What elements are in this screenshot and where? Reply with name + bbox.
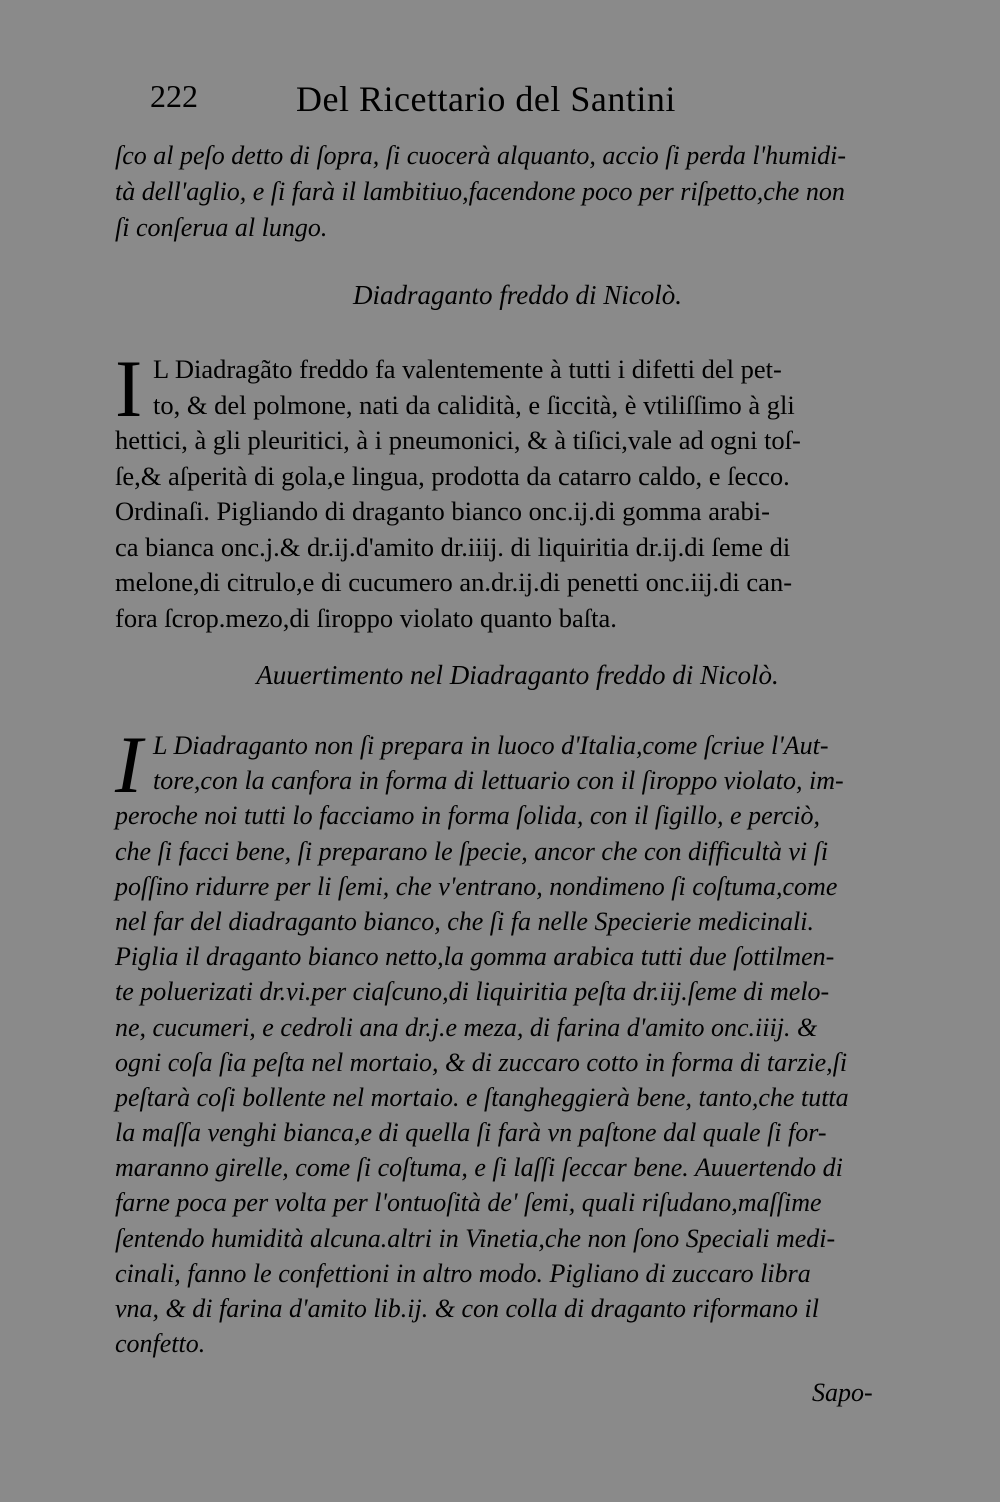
- recipe-paragraph: [115, 343, 925, 636]
- text-line: te poluerizati dr.vi.per ciaſcuno,di liquiritia peſta dr.iij.ſeme di melo-: [115, 977, 830, 1007]
- text-line: che ſi facci bene, ſi preparano le ſpecie, ancor che con difficultà vi ſi: [115, 836, 829, 866]
- text-line: la maſſa venghi bianca,e di quella ſi farà vn paſtone dal quale ſi for-: [115, 1118, 827, 1148]
- text-line: maranno girelle, come ſi coſtuma, e ſi laſſi ſeccar bene. Auuertendo di: [115, 1153, 843, 1183]
- text-line: ca bianca onc.j.& dr.ij.d'amito dr.iiij. di liquiritia dr.ij.di ſeme di: [115, 531, 791, 562]
- text-line: ogni coſa ſia peſta nel mortaio, & di zuccaro cotto in forma di tarzie,ſi: [115, 1047, 848, 1077]
- text-line: ſe,& aſperità di gola,e lingua, prodotta da catarro caldo, e ſecco.: [115, 460, 790, 491]
- text-line: farne poca per volta per l'ontuoſità de' ſemi, quali riſudano,maſſime: [115, 1188, 822, 1218]
- text-line: L Diadraganto non ſi prepara in luoco d'Italia,come ſcriue l'Aut-: [153, 731, 829, 760]
- text-line: to, & del polmone, nati da calidità, e ſiccità, è vtiliſſimo à gli: [153, 389, 795, 420]
- section-heading: Diadraganto freddo di Nicolò.: [353, 280, 682, 310]
- running-title: Del Ricettario del Santini: [296, 79, 676, 119]
- commentary-paragraph: [115, 719, 925, 1361]
- text-line: ſco al peſo detto di ſopra, ſi cuocerà alquanto, accio ſi perda l'humidi-: [115, 141, 847, 170]
- text-line: Ordinaſi. Pigliando di draganto bianco onc.ij.di gomma arabi-: [115, 496, 770, 526]
- text-line: cinali, fanno le confettioni in altro modo. Pigliano di zuccaro libra: [115, 1258, 811, 1288]
- text-line: tà dell'aglio, e ſi farà il lambitiuo,facendone poco per riſpetto,che non: [115, 177, 845, 206]
- text-line: tore,con la canfora in forma di lettuario con il ſiroppo violato, im-: [153, 766, 844, 796]
- drop-cap: I: [115, 343, 143, 434]
- drop-cap: I: [115, 719, 143, 810]
- text-line: poſſino ridurre per li ſemi, che v'entrano, nondimeno ſi coſtuma,come: [115, 871, 838, 901]
- catchword: Sapo-: [812, 1378, 873, 1407]
- text-line: fora ſcrop.mezo,di ſiroppo violato quanto baſta.: [115, 602, 617, 633]
- continuation-text: [115, 138, 920, 246]
- text-line: L Diadragãto freddo fa valentemente à tutti i difetti del pet-: [153, 354, 782, 384]
- text-line: vna, & di farina d'amito lib.ij. & con colla di draganto riformano il: [115, 1294, 819, 1323]
- section-heading: Auuertimento nel Diadraganto freddo di Nicolò.: [256, 660, 779, 690]
- text-line: ſentendo humidità alcuna.altri in Vinetia,che non ſono Speciali medi-: [115, 1223, 836, 1253]
- page-number: 222: [150, 78, 198, 114]
- text-line: ſi conſerua al lungo.: [115, 213, 328, 242]
- text-line: melone,di citrulo,e di cucumero an.dr.ij.di penetti onc.iij.di can-: [115, 567, 793, 597]
- text-line: peroche noi tutti lo facciamo in forma ſolida, con il ſigillo, e perciò,: [115, 801, 821, 831]
- page-header: [150, 78, 790, 128]
- text-line: hettici, à gli pleuritici, à i pneumonici, & à tiſici,vale ad ogni toſ-: [115, 425, 801, 455]
- text-line: peſtarà coſi bollente nel mortaio. e ſtangheggierà bene, tanto,che tutta: [115, 1082, 849, 1112]
- text-line: nel far del diadraganto bianco, che ſi fa nelle Specierie medicinali.: [115, 906, 814, 936]
- text-line: Piglia il draganto bianco netto,la gomma arabica tutti due ſottilmen-: [115, 942, 835, 972]
- text-line: ne, cucumeri, e cedroli ana dr.j.e meza, di farina d'amito onc.iiij. &: [115, 1012, 818, 1042]
- text-line: confetto.: [115, 1329, 206, 1359]
